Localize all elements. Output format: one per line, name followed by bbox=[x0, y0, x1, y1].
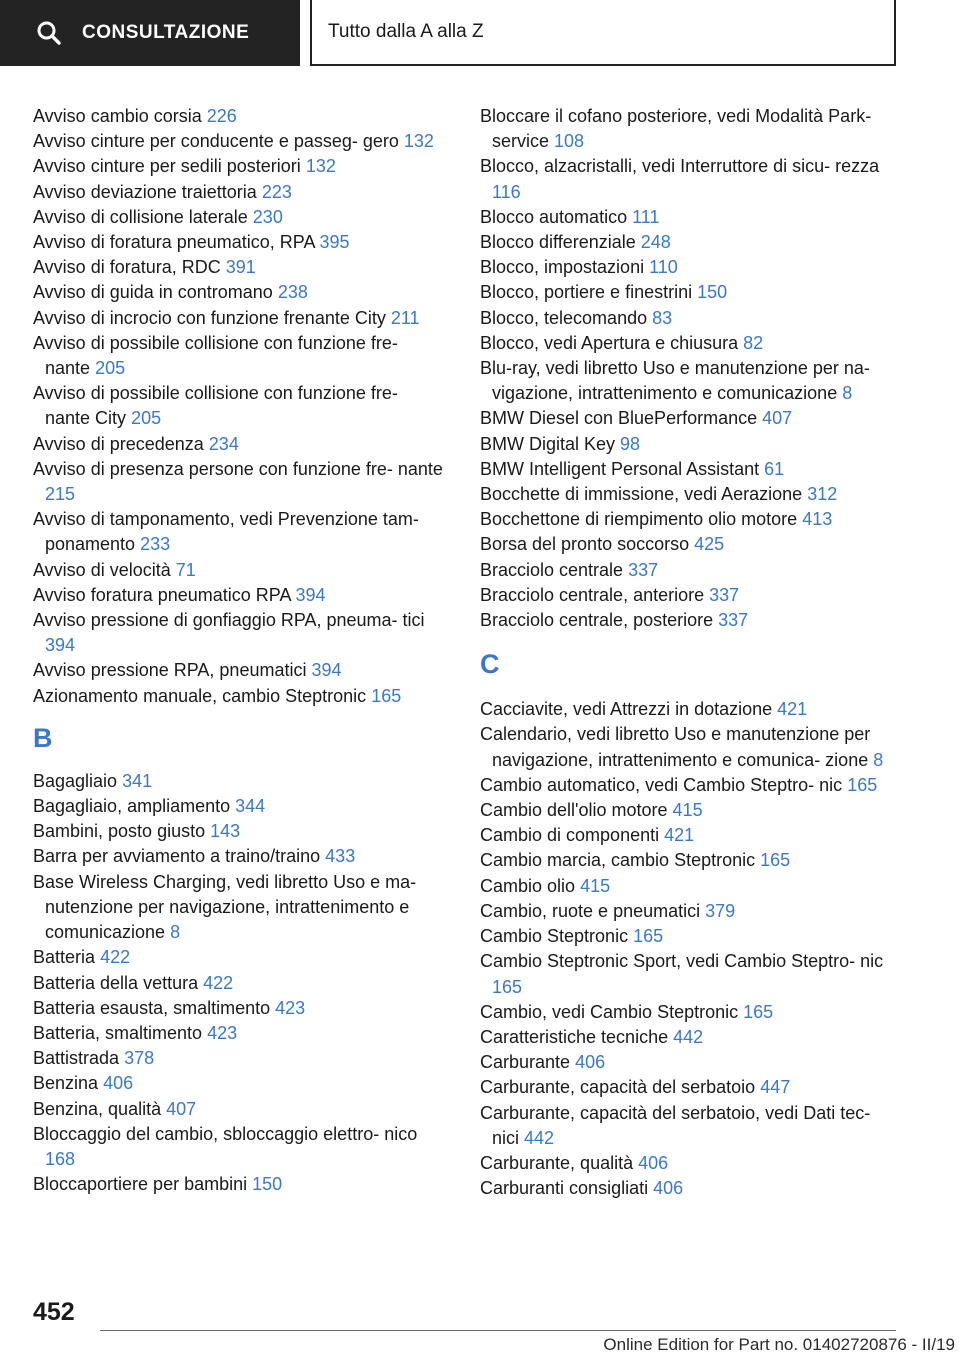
index-entry bbox=[480, 482, 900, 507]
index-entry bbox=[480, 457, 900, 482]
index-entry bbox=[33, 794, 443, 819]
index-entry bbox=[33, 608, 443, 658]
index-entry-text: Batteria esausta, smaltimento bbox=[33, 997, 271, 1018]
index-entry bbox=[33, 381, 443, 431]
index-entry-text: Barra per avviamento a traino/traino bbox=[33, 846, 321, 867]
index-entry-text: Battistrada bbox=[33, 1048, 120, 1069]
index-entry-text: Cambio Steptronic bbox=[480, 926, 629, 947]
index-entry-text: Bocchettone di riempimento olio motore bbox=[480, 509, 798, 530]
page-link[interactable]: 447 bbox=[760, 1077, 791, 1098]
page-link[interactable]: 165 bbox=[633, 926, 664, 947]
page-link[interactable]: 215 bbox=[45, 484, 76, 505]
index-entry bbox=[33, 280, 443, 305]
page-link[interactable]: 82 bbox=[743, 332, 764, 353]
page-link[interactable]: 421 bbox=[777, 699, 808, 720]
index-entry-text: Batteria della vettura bbox=[33, 972, 199, 993]
index-entry bbox=[33, 104, 443, 129]
index-entry bbox=[480, 697, 900, 722]
index-entry-text: Avviso foratura pneumatico RPA bbox=[33, 584, 291, 605]
index-entry bbox=[33, 255, 443, 280]
index-entry-text: Avviso di presenza persone con funzione fre‐ nante bbox=[33, 458, 443, 479]
index-entry bbox=[480, 722, 900, 772]
page-link[interactable]: 8 bbox=[842, 383, 853, 404]
index-entry-text: Bracciolo centrale, anteriore bbox=[480, 584, 705, 605]
index-entry-text: Avviso di tamponamento, vedi Prevenzione tam‐ ponamento bbox=[33, 509, 419, 555]
index-entry-text: BMW Intelligent Personal Assistant bbox=[480, 458, 760, 479]
page-link[interactable]: 165 bbox=[492, 976, 523, 997]
page-link[interactable]: 415 bbox=[672, 800, 703, 821]
index-entry-text: Carburante, capacità del serbatoio, vedi Dati tec‐ nici bbox=[480, 1102, 871, 1148]
page-link[interactable]: 223 bbox=[261, 181, 292, 202]
index-entry bbox=[33, 331, 443, 381]
page-link[interactable]: 337 bbox=[718, 610, 749, 631]
index-entry-text: Blocco automatico bbox=[480, 206, 628, 227]
index-entry-text: Caratteristiche tecniche bbox=[480, 1026, 669, 1047]
index-entry bbox=[33, 996, 443, 1021]
page-link[interactable]: 406 bbox=[638, 1152, 669, 1173]
page-link[interactable]: 98 bbox=[620, 433, 641, 454]
page-link[interactable]: 165 bbox=[371, 685, 402, 706]
index-entry-text: Bagagliaio bbox=[33, 770, 118, 791]
footer-edition: Online Edition for Part no. 01402720876 - II/19 bbox=[603, 1335, 955, 1354]
page-link[interactable]: 168 bbox=[45, 1148, 76, 1169]
index-entry bbox=[480, 949, 900, 999]
page-link[interactable]: 234 bbox=[208, 433, 239, 454]
page-link[interactable]: 165 bbox=[847, 774, 878, 795]
index-entry-text: Avviso di possibile collisione con funzione fre‐ nante City bbox=[33, 383, 398, 429]
page-link[interactable]: 442 bbox=[524, 1127, 555, 1148]
page-link[interactable]: 421 bbox=[664, 825, 695, 846]
index-entry bbox=[33, 306, 443, 331]
index-entry-text: Cambio marcia, cambio Steptronic bbox=[480, 850, 756, 871]
index-entry bbox=[480, 230, 900, 255]
page-link[interactable]: 407 bbox=[166, 1098, 197, 1119]
index-entry bbox=[480, 1000, 900, 1025]
index-letter-heading: C bbox=[480, 649, 500, 680]
page-link[interactable]: 422 bbox=[203, 972, 234, 993]
index-entry-text: Bambini, posto giusto bbox=[33, 821, 206, 842]
page-link[interactable]: 337 bbox=[709, 584, 740, 605]
page-link[interactable]: 422 bbox=[100, 947, 131, 968]
index-entry-text: Bocchette di immissione, vedi Aerazione bbox=[480, 484, 803, 505]
index-entry bbox=[480, 558, 900, 583]
index-entry-text: Avviso deviazione traiettoria bbox=[33, 181, 257, 202]
index-entry-text: Bloccaportiere per bambini bbox=[33, 1174, 248, 1195]
index-entry bbox=[33, 1172, 443, 1197]
footer-divider bbox=[100, 1330, 896, 1331]
index-entry bbox=[480, 280, 900, 305]
index-entry bbox=[480, 104, 900, 154]
index-entry bbox=[33, 154, 443, 179]
index-entry-text: Cambio automatico, vedi Cambio Steptro‐ nic bbox=[480, 774, 843, 795]
page-link[interactable]: 407 bbox=[762, 408, 793, 429]
index-entry bbox=[480, 331, 900, 356]
index-entry-text: Avviso di foratura, RDC bbox=[33, 257, 221, 278]
index-entry bbox=[33, 684, 443, 709]
index-entry bbox=[33, 1071, 443, 1096]
index-entry-text: Avviso di foratura pneumatico, RPA bbox=[33, 232, 315, 253]
index-entry-text: Avviso pressione RPA, pneumatici bbox=[33, 660, 307, 681]
index-entry-text: Benzina, qualità bbox=[33, 1098, 162, 1119]
index-entry bbox=[33, 1122, 443, 1172]
index-entry bbox=[480, 154, 900, 204]
index-entry bbox=[33, 507, 443, 557]
page-link[interactable]: 205 bbox=[95, 358, 126, 379]
page-link[interactable]: 132 bbox=[403, 131, 434, 152]
index-entry-text: Blocco, impostazioni bbox=[480, 257, 645, 278]
index-entry-text: Blocco, portiere e finestrini bbox=[480, 282, 693, 303]
index-entry-text: Avviso di velocità bbox=[33, 559, 171, 580]
index-entry bbox=[480, 1176, 900, 1201]
page-link[interactable]: 425 bbox=[694, 534, 725, 555]
index-entry-text: Avviso di precedenza bbox=[33, 433, 204, 454]
index-entry bbox=[33, 971, 443, 996]
page-link[interactable]: 395 bbox=[319, 232, 350, 253]
page-link[interactable]: 312 bbox=[807, 484, 838, 505]
search-icon bbox=[36, 20, 62, 46]
page-link[interactable]: 337 bbox=[628, 559, 659, 580]
index-entry bbox=[480, 356, 900, 406]
page-link[interactable]: 394 bbox=[295, 584, 326, 605]
index-entry-text: Blocco differenziale bbox=[480, 232, 636, 253]
page-link[interactable]: 415 bbox=[580, 875, 611, 896]
index-entry bbox=[480, 406, 900, 431]
index-entry-text: Blocco, telecomando bbox=[480, 307, 648, 328]
index-entry-text: Cambio, ruote e pneumatici bbox=[480, 900, 701, 921]
page-link[interactable]: 248 bbox=[640, 232, 671, 253]
index-entry-text: Bagagliaio, ampliamento bbox=[33, 796, 231, 817]
index-entry-text: Bloccare il cofano posteriore, vedi Modalità Park‐ service bbox=[480, 106, 872, 152]
page-link[interactable]: 116 bbox=[492, 181, 521, 202]
index-entry bbox=[33, 230, 443, 255]
consultazione-tab[interactable] bbox=[0, 0, 300, 66]
index-entry-text: Avviso di incrocio con funzione frenante City bbox=[33, 307, 386, 328]
index-entry-text: Avviso di collisione laterale bbox=[33, 206, 248, 227]
index-entry bbox=[480, 848, 900, 873]
index-entry-text: Avviso cinture per conducente e passeg‐ gero bbox=[33, 131, 399, 152]
index-entry bbox=[33, 819, 443, 844]
index-entry bbox=[33, 457, 443, 507]
page-link[interactable]: 226 bbox=[206, 106, 237, 126]
index-entry bbox=[480, 924, 900, 949]
index-entry-text: Avviso di guida in contromano bbox=[33, 282, 273, 303]
page-link[interactable]: 442 bbox=[673, 1026, 704, 1047]
index-entry-text: Blocco, vedi Apertura e chiusura bbox=[480, 332, 739, 353]
index-entry bbox=[33, 558, 443, 583]
page-link[interactable]: 211 bbox=[390, 307, 420, 328]
page-link[interactable]: 110 bbox=[649, 257, 678, 278]
index-entry bbox=[33, 844, 443, 869]
page-link[interactable]: 413 bbox=[802, 509, 833, 530]
page-link[interactable]: 394 bbox=[45, 635, 76, 656]
page-link[interactable]: 111 bbox=[632, 206, 660, 227]
index-entry bbox=[33, 1097, 443, 1122]
page-link[interactable]: 344 bbox=[235, 796, 266, 817]
index-entry bbox=[480, 608, 900, 633]
index-letter-heading: B bbox=[33, 722, 53, 753]
page-link[interactable]: 341 bbox=[122, 770, 153, 791]
page-link[interactable]: 423 bbox=[275, 997, 306, 1018]
index-entry-text: Cambio Steptronic Sport, vedi Cambio Steptro‐ nic bbox=[480, 951, 884, 972]
index-entry-text: Batteria bbox=[33, 947, 96, 968]
index-entry bbox=[33, 870, 443, 946]
index-entry bbox=[480, 205, 900, 230]
index-entry bbox=[480, 823, 900, 848]
page-link[interactable]: 150 bbox=[252, 1174, 283, 1195]
index-entry-text: Azionamento manuale, cambio Steptronic bbox=[33, 685, 367, 706]
page-link[interactable]: 378 bbox=[124, 1048, 155, 1069]
index-entry-text: Cambio, vedi Cambio Steptronic bbox=[480, 1001, 739, 1022]
page-link[interactable]: 394 bbox=[311, 660, 342, 681]
index-entry-text: Blocco, alzacristalli, vedi Interruttore di sicu‐ rezza bbox=[480, 156, 880, 177]
index-entry bbox=[480, 874, 900, 899]
index-entry bbox=[480, 1050, 900, 1075]
index-entry bbox=[480, 798, 900, 823]
section-label: CONSULTAZIONE bbox=[82, 22, 250, 43]
page-link[interactable]: 233 bbox=[140, 534, 171, 555]
page-link[interactable]: 165 bbox=[760, 850, 791, 871]
page-link[interactable]: 379 bbox=[705, 900, 736, 921]
index-entry-text: BMW Diesel con BluePerformance bbox=[480, 408, 758, 429]
index-entry-text: Borsa del pronto soccorso bbox=[480, 534, 690, 555]
page-link[interactable]: 8 bbox=[873, 749, 884, 770]
index-entry-text: Cambio olio bbox=[480, 875, 576, 896]
page-link[interactable]: 143 bbox=[210, 821, 241, 842]
index-entry-text: Avviso di possibile collisione con funzione fre‐ nante bbox=[33, 332, 398, 379]
index-entry bbox=[33, 583, 443, 608]
page-header bbox=[0, 0, 960, 66]
page-link[interactable]: 61 bbox=[764, 458, 785, 479]
index-entry bbox=[480, 507, 900, 532]
page-link[interactable]: 433 bbox=[325, 846, 356, 867]
index-entry-text: BMW Digital Key bbox=[480, 433, 616, 454]
index-entry bbox=[33, 1046, 443, 1071]
page-link[interactable]: 150 bbox=[697, 282, 728, 303]
index-entry-text: Base Wireless Charging, vedi libretto Uso e ma‐ nutenzione per navigazione, intrattenimento e comunicazione bbox=[33, 871, 417, 943]
page-link[interactable]: 165 bbox=[743, 1001, 774, 1022]
index-entry-text: Carburante, qualità bbox=[480, 1152, 634, 1173]
index-entry bbox=[480, 1101, 900, 1151]
index-entry-text: Batteria, smaltimento bbox=[33, 1022, 203, 1043]
page-link[interactable]: 71 bbox=[175, 559, 196, 580]
index-entry-text: Cacciavite, vedi Attrezzi in dotazione bbox=[480, 699, 773, 720]
index-entry bbox=[480, 432, 900, 457]
index-entry-text: Calendario, vedi libretto Uso e manutenzione per navigazione, intrattenimento e comunica‐ zione bbox=[480, 724, 871, 770]
page-number: 452 bbox=[33, 1298, 75, 1326]
index-entry bbox=[33, 180, 443, 205]
index-entry bbox=[480, 773, 900, 798]
index-entry-text: Avviso pressione di gonfiaggio RPA, pneuma‐ tici bbox=[33, 610, 425, 631]
page-link[interactable]: 391 bbox=[225, 257, 256, 278]
index-entry-text: Avviso cinture per sedili posteriori bbox=[33, 156, 301, 177]
page-link[interactable]: 8 bbox=[170, 922, 181, 943]
page-link[interactable]: 406 bbox=[103, 1073, 134, 1094]
index-entry-text: Bloccaggio del cambio, sbloccaggio elettro‐ nico bbox=[33, 1123, 418, 1144]
page-link[interactable]: 230 bbox=[252, 206, 283, 227]
index-entry bbox=[33, 945, 443, 970]
index-entry-text: Bracciolo centrale, posteriore bbox=[480, 610, 714, 631]
page-link[interactable]: 108 bbox=[554, 131, 585, 152]
index-entry-text: Carburante bbox=[480, 1052, 571, 1073]
index-entry bbox=[480, 532, 900, 557]
index-column-left bbox=[33, 104, 443, 1197]
page-link[interactable]: 83 bbox=[652, 307, 673, 328]
index-entry bbox=[33, 769, 443, 794]
index-entry bbox=[480, 255, 900, 280]
page-link[interactable]: 406 bbox=[575, 1052, 606, 1073]
index-entry bbox=[33, 205, 443, 230]
page-link[interactable]: 238 bbox=[277, 282, 308, 303]
index-entry bbox=[480, 1025, 900, 1050]
index-entry bbox=[33, 658, 443, 683]
index-entry-text: Avviso cambio corsia bbox=[33, 106, 202, 126]
index-entry bbox=[480, 583, 900, 608]
index-entry-text: Blu-ray, vedi libretto Uso e manutenzione per na‐ vigazione, intrattenimento e comunicazione bbox=[480, 358, 870, 404]
index-entry-text: Cambio dell'olio motore bbox=[480, 800, 668, 821]
section-title: Tutto dalla A alla Z bbox=[310, 0, 896, 66]
index-entry bbox=[33, 432, 443, 457]
index-column-right bbox=[480, 104, 900, 1201]
index-entry-text: Cambio di componenti bbox=[480, 825, 660, 846]
index-entry bbox=[33, 129, 443, 154]
index-entry-text: Bracciolo centrale bbox=[480, 559, 624, 580]
page-link[interactable]: 406 bbox=[653, 1178, 684, 1199]
index-entry bbox=[480, 899, 900, 924]
index-entry bbox=[33, 1021, 443, 1046]
page-link[interactable]: 205 bbox=[131, 408, 162, 429]
page-link[interactable]: 423 bbox=[207, 1022, 238, 1043]
index-entry bbox=[480, 1151, 900, 1176]
index-entry bbox=[480, 306, 900, 331]
index-entry-text: Carburante, capacità del serbatoio bbox=[480, 1077, 756, 1098]
index-entry-text: Benzina bbox=[33, 1073, 99, 1094]
index-entry bbox=[480, 1075, 900, 1100]
index-entry-text: Carburanti consigliati bbox=[480, 1178, 649, 1199]
page-link[interactable]: 132 bbox=[305, 156, 336, 177]
